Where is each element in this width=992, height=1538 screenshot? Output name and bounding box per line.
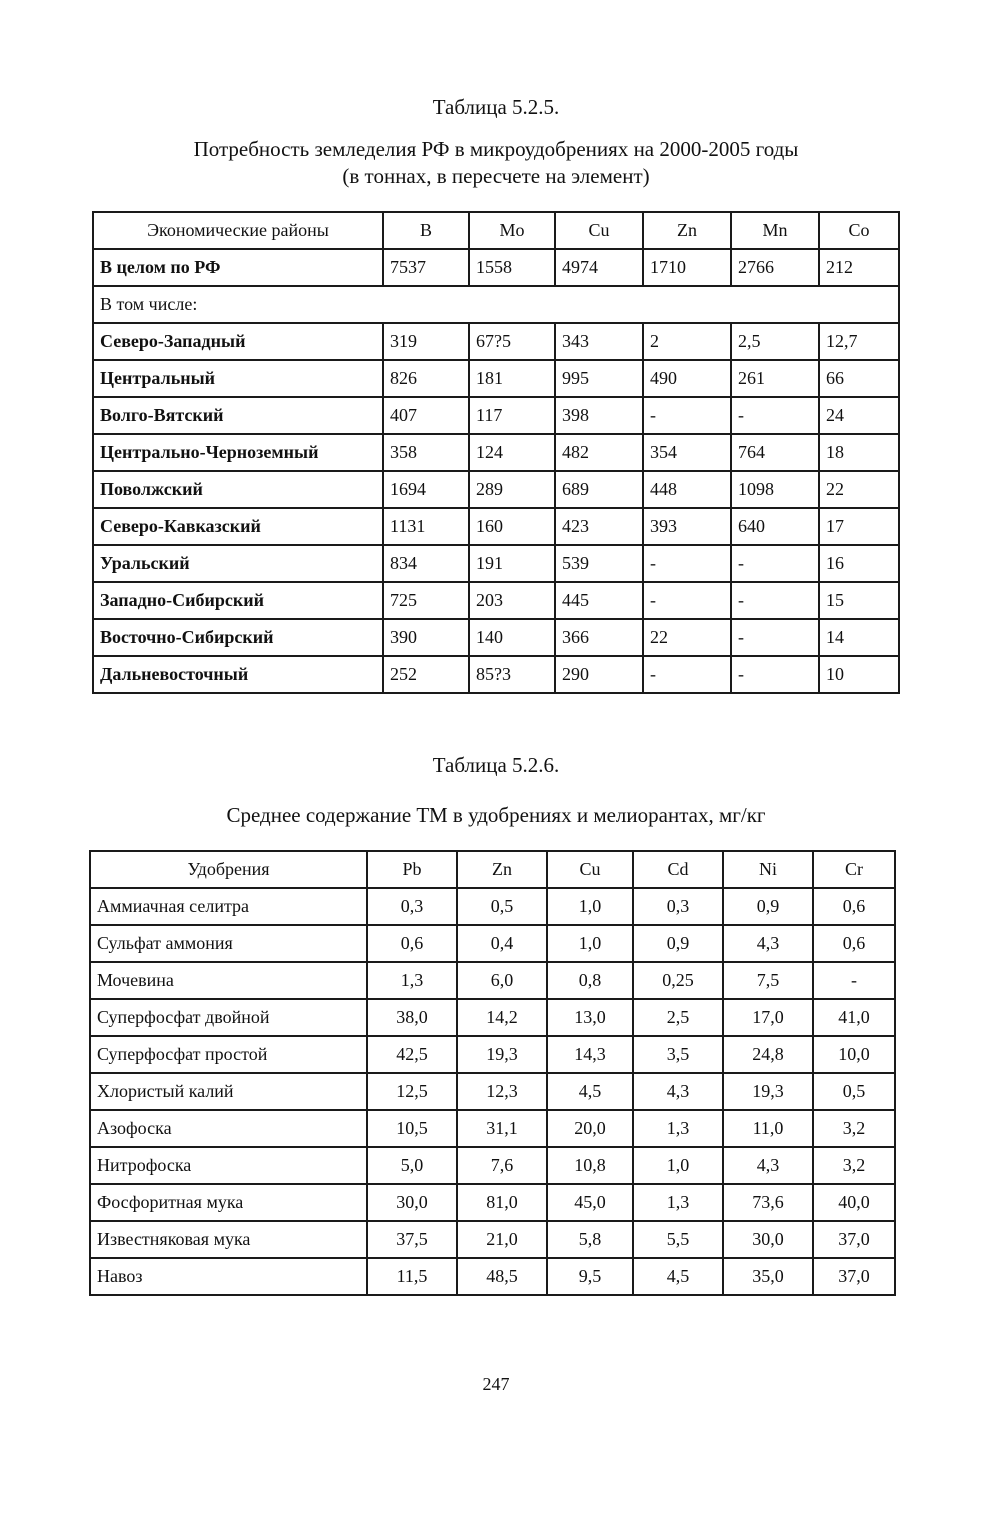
table-cell: 4,3 — [723, 925, 813, 962]
table-cell: 48,5 — [457, 1258, 547, 1295]
fertilizer-name: Суперфосфат простой — [90, 1036, 367, 1073]
table-cell: - — [731, 619, 819, 656]
table-cell: 261 — [731, 360, 819, 397]
table-microfertilizer-demand — [92, 211, 900, 694]
table-cell: 5,0 — [367, 1147, 457, 1184]
table-cell: 398 — [555, 397, 643, 434]
table-cell: - — [813, 962, 895, 999]
table-cell: 1710 — [643, 249, 731, 286]
table1-title-line1: Потребность земледелия РФ в микроудобрениях на 2000-2005 годы — [193, 137, 799, 161]
table-row — [93, 545, 899, 582]
table-cell: 13,0 — [547, 999, 633, 1036]
table-cell: 45,0 — [547, 1184, 633, 1221]
subheader-cell: В том числе: — [93, 286, 899, 323]
table-cell: 0,6 — [813, 925, 895, 962]
table-row — [93, 434, 899, 471]
table-row — [90, 1036, 895, 1073]
table-cell: 37,0 — [813, 1221, 895, 1258]
table-cell: - — [731, 582, 819, 619]
table-cell: 203 — [469, 582, 555, 619]
region-name: Уральский — [93, 545, 383, 582]
table-cell: 10 — [819, 656, 899, 693]
table-cell: 0,9 — [633, 925, 723, 962]
table-cell: 764 — [731, 434, 819, 471]
table-cell: 3,2 — [813, 1147, 895, 1184]
table-row — [93, 619, 899, 656]
table-cell: 0,25 — [633, 962, 723, 999]
table-cell: 85?3 — [469, 656, 555, 693]
table-cell: 10,0 — [813, 1036, 895, 1073]
table-cell: 407 — [383, 397, 469, 434]
table-row — [93, 656, 899, 693]
table-cell: 4,5 — [633, 1258, 723, 1295]
table-cell: 366 — [555, 619, 643, 656]
table-cell: 4,3 — [723, 1147, 813, 1184]
table-cell: 66 — [819, 360, 899, 397]
table-row — [93, 582, 899, 619]
table1-title-line2: (в тоннах, в пересчете на элемент) — [342, 164, 650, 188]
table-cell: 826 — [383, 360, 469, 397]
table-row — [93, 323, 899, 360]
table-cell: 12,5 — [367, 1073, 457, 1110]
table-cell: - — [643, 545, 731, 582]
table-cell: 21,0 — [457, 1221, 547, 1258]
table-cell: 17 — [819, 508, 899, 545]
table-cell: 19,3 — [723, 1073, 813, 1110]
fertilizer-name: Хлористый калий — [90, 1073, 367, 1110]
fertilizer-name: Азофоска — [90, 1110, 367, 1147]
table-cell: 4,3 — [633, 1073, 723, 1110]
table-cell: 0,6 — [367, 925, 457, 962]
table2-header-cell: Ni — [723, 851, 813, 888]
table-cell: 117 — [469, 397, 555, 434]
fertilizer-name: Суперфосфат двойной — [90, 999, 367, 1036]
table2-header-cell: Zn — [457, 851, 547, 888]
table-cell: 19,3 — [457, 1036, 547, 1073]
table-row — [90, 1073, 895, 1110]
table-cell: 12,3 — [457, 1073, 547, 1110]
table-cell: 1,3 — [633, 1110, 723, 1147]
table-cell: 16 — [819, 545, 899, 582]
table-cell: 539 — [555, 545, 643, 582]
fertilizer-name: Сульфат аммония — [90, 925, 367, 962]
table-row — [93, 471, 899, 508]
table-cell: 343 — [555, 323, 643, 360]
table-cell: 0,4 — [457, 925, 547, 962]
table-cell: 4,5 — [547, 1073, 633, 1110]
table-cell: 0,5 — [813, 1073, 895, 1110]
table-cell: 482 — [555, 434, 643, 471]
region-name: Восточно-Сибирский — [93, 619, 383, 656]
table-cell: 393 — [643, 508, 731, 545]
table-cell: 3,2 — [813, 1110, 895, 1147]
table-cell: 5,5 — [633, 1221, 723, 1258]
table-cell: 124 — [469, 434, 555, 471]
fertilizer-name: Фосфоритная мука — [90, 1184, 367, 1221]
table-cell: 24,8 — [723, 1036, 813, 1073]
table-cell: 2 — [643, 323, 731, 360]
table1-header-row — [93, 212, 899, 249]
table-cell: 14,2 — [457, 999, 547, 1036]
region-name: Волго-Вятский — [93, 397, 383, 434]
table1-header-cell: Экономические районы — [93, 212, 383, 249]
table1-header-cell: Mn — [731, 212, 819, 249]
region-name: Поволжский — [93, 471, 383, 508]
table-cell: 35,0 — [723, 1258, 813, 1295]
region-name: Северо-Западный — [93, 323, 383, 360]
table-cell: 17,0 — [723, 999, 813, 1036]
table1-total-row — [93, 249, 899, 286]
table-cell: 1,0 — [547, 888, 633, 925]
table-cell: 160 — [469, 508, 555, 545]
table-cell: 14 — [819, 619, 899, 656]
table-cell: 1,3 — [633, 1184, 723, 1221]
table2-title: Среднее содержание ТМ в удобрениях и мелиорантах, мг/кг — [226, 803, 766, 827]
table-cell: 7,5 — [723, 962, 813, 999]
region-name: Северо-Кавказский — [93, 508, 383, 545]
table2-header-cell: Cd — [633, 851, 723, 888]
fertilizer-name: Мочевина — [90, 962, 367, 999]
table-cell: 18 — [819, 434, 899, 471]
table-cell: 289 — [469, 471, 555, 508]
fertilizer-name: Навоз — [90, 1258, 367, 1295]
table-cell: 6,0 — [457, 962, 547, 999]
table-row — [93, 397, 899, 434]
table-cell: 0,3 — [633, 888, 723, 925]
table2-header-row — [90, 851, 895, 888]
table-cell: 81,0 — [457, 1184, 547, 1221]
table1-header-cell: Cu — [555, 212, 643, 249]
table-cell: 7,6 — [457, 1147, 547, 1184]
table-row — [90, 1258, 895, 1295]
table1-subheader-row — [93, 286, 899, 323]
fertilizer-name: Нитрофоска — [90, 1147, 367, 1184]
table-cell: 1098 — [731, 471, 819, 508]
table-row — [90, 1110, 895, 1147]
table-cell: 354 — [643, 434, 731, 471]
table-cell: 1558 — [469, 249, 555, 286]
region-name: Дальневосточный — [93, 656, 383, 693]
table-cell: 41,0 — [813, 999, 895, 1036]
table-cell: 38,0 — [367, 999, 457, 1036]
fertilizer-name: Аммиачная селитра — [90, 888, 367, 925]
table-cell: 1131 — [383, 508, 469, 545]
table-cell: 15 — [819, 582, 899, 619]
table1-body — [93, 249, 899, 693]
table-cell: 11,5 — [367, 1258, 457, 1295]
table-cell: 1,0 — [547, 925, 633, 962]
table-cell: - — [643, 656, 731, 693]
table-cell: - — [731, 656, 819, 693]
table-cell: 10,5 — [367, 1110, 457, 1147]
table-cell: 37,5 — [367, 1221, 457, 1258]
table1-header-cell: Mo — [469, 212, 555, 249]
table-cell: 448 — [643, 471, 731, 508]
table-cell: 9,5 — [547, 1258, 633, 1295]
table-cell: 140 — [469, 619, 555, 656]
table-cell: 20,0 — [547, 1110, 633, 1147]
table-cell: 423 — [555, 508, 643, 545]
table-cell: 212 — [819, 249, 899, 286]
table-cell: - — [643, 397, 731, 434]
table-cell: 490 — [643, 360, 731, 397]
table-cell: 358 — [383, 434, 469, 471]
page-number: 247 — [482, 1374, 510, 1394]
table-row — [93, 508, 899, 545]
table-cell: 0,6 — [813, 888, 895, 925]
table-cell: 995 — [555, 360, 643, 397]
table1-number: Таблица 5.2.5. — [432, 95, 560, 119]
table-cell: 834 — [383, 545, 469, 582]
table-cell: 319 — [383, 323, 469, 360]
table-cell: 3,5 — [633, 1036, 723, 1073]
table-cell: 12,7 — [819, 323, 899, 360]
table2-header-cell: Cu — [547, 851, 633, 888]
table1-header-cell: B — [383, 212, 469, 249]
region-name: В целом по РФ — [93, 249, 383, 286]
region-name: Западно-Сибирский — [93, 582, 383, 619]
table-cell: 2,5 — [731, 323, 819, 360]
table-cell: 2,5 — [633, 999, 723, 1036]
table2-header-cell: Удобрения — [90, 851, 367, 888]
table-cell: 689 — [555, 471, 643, 508]
table-cell: 5,8 — [547, 1221, 633, 1258]
table2-body — [90, 888, 895, 1295]
table-cell: 1,0 — [633, 1147, 723, 1184]
table1-header-cell: Zn — [643, 212, 731, 249]
table-cell: 640 — [731, 508, 819, 545]
table-row — [90, 1221, 895, 1258]
table1-header-cell: Co — [819, 212, 899, 249]
table-cell: 1,3 — [367, 962, 457, 999]
table-cell: 0,5 — [457, 888, 547, 925]
table-cell: 11,0 — [723, 1110, 813, 1147]
table-cell: 0,8 — [547, 962, 633, 999]
region-name: Центральный — [93, 360, 383, 397]
table-cell: 191 — [469, 545, 555, 582]
table-cell: 4974 — [555, 249, 643, 286]
table-row — [90, 999, 895, 1036]
table-cell: 252 — [383, 656, 469, 693]
table-cell: 67?5 — [469, 323, 555, 360]
table-row — [90, 1147, 895, 1184]
table2-number: Таблица 5.2.6. — [432, 753, 560, 777]
table-cell: 390 — [383, 619, 469, 656]
table-cell: 0,9 — [723, 888, 813, 925]
table-row — [90, 888, 895, 925]
table-cell: 14,3 — [547, 1036, 633, 1073]
table-cell: 31,1 — [457, 1110, 547, 1147]
table-cell: 0,3 — [367, 888, 457, 925]
table-cell: 40,0 — [813, 1184, 895, 1221]
table-cell: 42,5 — [367, 1036, 457, 1073]
table-cell: 22 — [643, 619, 731, 656]
table-cell: 73,6 — [723, 1184, 813, 1221]
table-cell: 725 — [383, 582, 469, 619]
table1-title — [0, 136, 992, 190]
table-row — [90, 962, 895, 999]
table-cell: 290 — [555, 656, 643, 693]
table-cell: 1694 — [383, 471, 469, 508]
region-name: Центрально-Черноземный — [93, 434, 383, 471]
table-cell: - — [731, 397, 819, 434]
table-cell: - — [643, 582, 731, 619]
table-cell: - — [731, 545, 819, 582]
table-row — [90, 1184, 895, 1221]
table2-header-cell: Pb — [367, 851, 457, 888]
table-cell: 2766 — [731, 249, 819, 286]
table-heavy-metals-content — [89, 850, 896, 1296]
table-row — [90, 925, 895, 962]
table-row — [93, 360, 899, 397]
table-cell: 445 — [555, 582, 643, 619]
table-cell: 181 — [469, 360, 555, 397]
table-cell: 7537 — [383, 249, 469, 286]
table-cell: 30,0 — [367, 1184, 457, 1221]
table-cell: 10,8 — [547, 1147, 633, 1184]
fertilizer-name: Известняковая мука — [90, 1221, 367, 1258]
table-cell: 30,0 — [723, 1221, 813, 1258]
table-cell: 22 — [819, 471, 899, 508]
table-cell: 24 — [819, 397, 899, 434]
table-cell: 37,0 — [813, 1258, 895, 1295]
table2-header-cell: Cr — [813, 851, 895, 888]
